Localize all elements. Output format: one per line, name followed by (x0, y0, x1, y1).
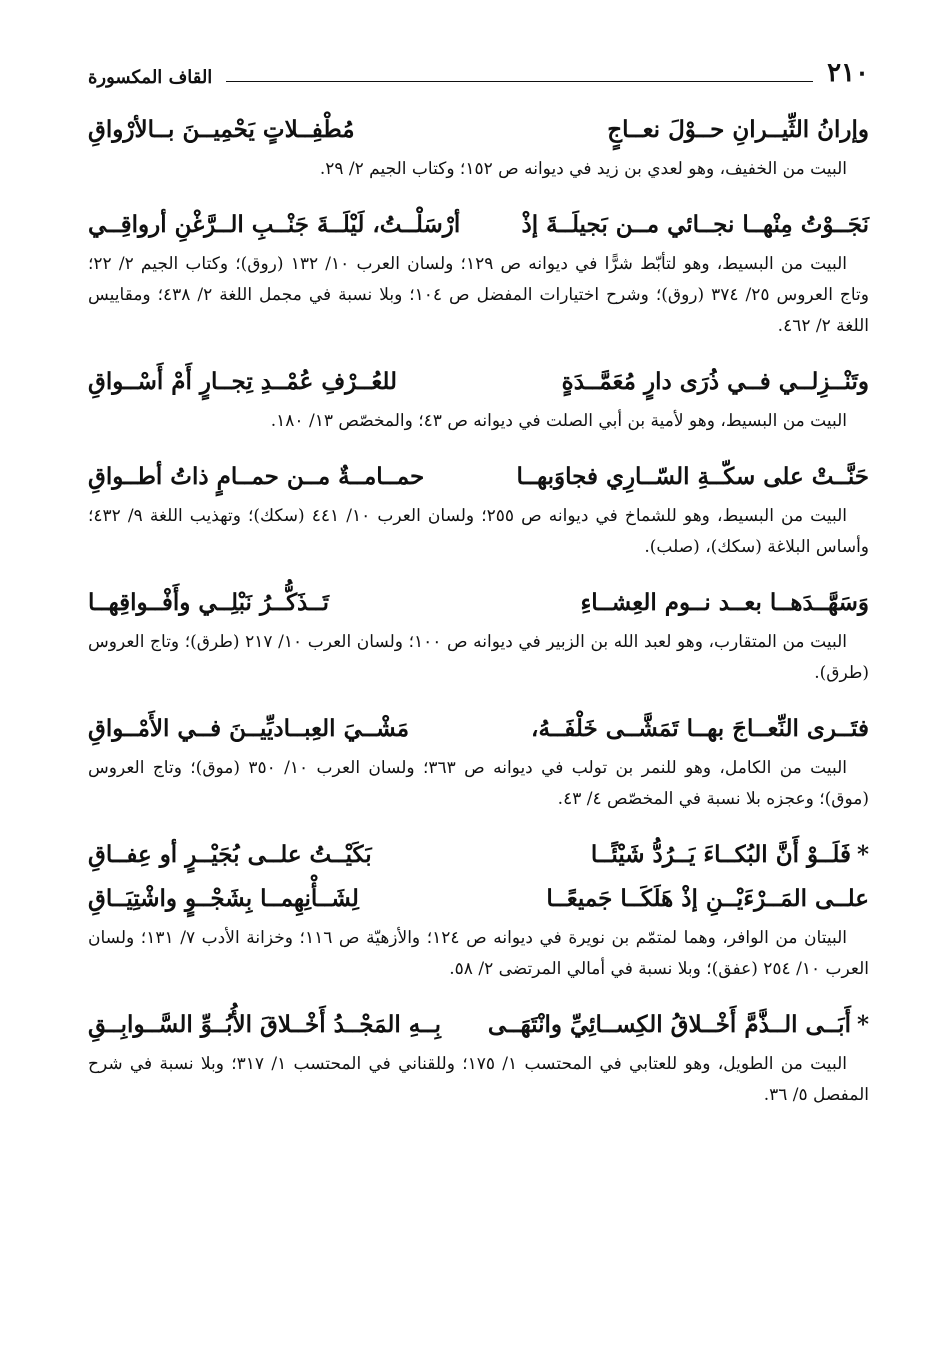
first-hemistich (517, 455, 870, 499)
asterisk-marker: * (856, 1011, 869, 1038)
first-hemistich (562, 360, 869, 404)
second-hemistich: أرْسَلْــتُ، لَيْلَــةَ جَنْــبِ الــرَّغْنِ أرواقِــي (88, 211, 461, 238)
first-hemistich-text: علــى المَــرْءَيْــنِ إذْ هَلَكَــا جَميعًــا (546, 885, 869, 912)
verse-entry (88, 581, 869, 689)
second-hemistich: بَكَيْــتُ علــى بُجَيْــرٍ أو عِفــاقِ (88, 841, 372, 868)
second-hemistich: للعُــرْفِ عُمْــدِ تِجــارٍ أَمْ أَسْــواقِ (88, 368, 398, 395)
first-hemistich-text: وَسَهَّــدَهــا بعــد نــوم العِشــاءِ (580, 589, 869, 616)
source-note: البيت من البسيط، وهو لأمية بن أبي الصلت في ديوانه ص ٤٣؛ والمخصّص ١٣/ ١٨٠. (270, 411, 847, 431)
second-hemistich: تَــذَكُّــرُ نَبْلِــي وأَفْــواقِهــا (88, 589, 330, 616)
source-note: البيت من البسيط، وهو لتأبّط شرًّا في ديوانه ص ١٢٩؛ ولسان العرب ١٠/ ١٣٢ (روق)؛ وكتاب الجيم ٢/ ٢٢؛ وتاج العروس ٢٥/ ٣٧٤ (روق)؛ وشرح اختيارات المفضل ص ١٠٤؛ وبلا نسبة في مجمل اللغة ٢/ ٤٣٨؛ ومقاييس اللغة ٢/ ٤٦٢. (88, 254, 869, 336)
page-header (88, 58, 869, 88)
verse-line (88, 877, 869, 921)
first-hemistich (488, 1003, 869, 1047)
verse-entry (88, 1003, 869, 1111)
first-hemistich (607, 108, 869, 152)
source-note: البيت من البسيط، وهو للشماخ في ديوانه ص ٢٥٥؛ ولسان العرب ١٠/ ٤٤١ (سكك)؛ وتهذيب اللغة ٩/ ٤٣٢؛ وأساس البلاغة (سكك)، (صلب). (88, 506, 869, 557)
first-hemistich-text: فَلَــوْ أَنَّ البُكــاءَ يَــرُدُّ شَيْئًــا (590, 841, 851, 868)
first-hemistich (591, 833, 869, 877)
first-hemistich-text: حَنَّــتْ على سكّــةِ السّــارِي فجاوَبهــا (516, 463, 869, 490)
verse-entry (88, 108, 869, 185)
verse-line (88, 455, 869, 499)
source-note: البيت من المتقارب، وهو لعبد الله بن الزبير في ديوانه ص ١٠٠؛ ولسان العرب ١٠/ ٢١٧ (طرق)؛ وتاج العروس (طرق). (88, 632, 869, 683)
second-hemistich: لِشَــأْنِهِمــا بِشَجْــوٍ واشْتِيَــاقِ (88, 885, 359, 912)
first-hemistich (522, 203, 870, 247)
verse-line (88, 203, 869, 247)
entries-list (88, 108, 869, 1111)
first-hemistich (546, 877, 869, 921)
verse-line (88, 833, 869, 877)
verse-entry (88, 707, 869, 815)
header-rule (226, 81, 813, 82)
verse-entry (88, 833, 869, 985)
second-hemistich: حمــامــةٌ مــن حمــامٍ ذاتُ أطــواقِ (88, 463, 425, 490)
verse-entry (88, 455, 869, 563)
asterisk-marker: * (856, 841, 869, 868)
verse-line (88, 707, 869, 751)
first-hemistich-text: نَجَــوْتُ مِنْهــا نجــائي مــن بَجيلَــةَ إذْ (521, 211, 869, 238)
first-hemistich-text: وتَنْــزِلــي فــي ذُرَى دارٍ مُعَمَّــدَةٍ (561, 368, 869, 395)
verse-entry (88, 203, 869, 342)
page-number: ٢١٠ (827, 58, 869, 88)
source-note: البيت من الكامل، وهو للنمر بن تولب في ديوانه ص ٣٦٣؛ ولسان العرب ١٠/ ٣٥٠ (موق)؛ وتاج العروس (موق)؛ وعجزه بلا نسبة في المخصّص ٤/ ٤٣. (88, 758, 869, 809)
first-hemistich-text: وإرانُ الثِّيــرانِ حــوْلَ نعــاجٍ (607, 116, 869, 143)
first-hemistich-text: أَبَــى الــذَّمَّ أَخْــلاقُ الكِســائِيِّ وانْتَهَــى (487, 1011, 851, 1038)
first-hemistich (580, 581, 869, 625)
first-hemistich (531, 707, 869, 751)
verse-entry (88, 360, 869, 437)
second-hemistich: مُطْفِــلاتٍ يَحْمِيــنَ بــالأرْواقِ (88, 116, 355, 143)
source-note: البيت من الطويل، وهو للعتابي في المحتسب ١/ ١٧٥؛ وللقناني في المحتسب ١/ ٣١٧؛ وبلا نسبة في شرح المفصل ٥/ ٣٦. (88, 1054, 869, 1105)
verse-line (88, 581, 869, 625)
first-hemistich-text: فتَــرى النِّعــاجَ بهــا تَمَشَّــى خَلْفَــهُ، (531, 715, 869, 742)
verse-line (88, 1003, 869, 1047)
verse-line (88, 360, 869, 404)
source-note: البيتان من الوافر، وهما لمتمّم بن نويرة في ديوانه ص ١٢٤؛ والأزهيّة ص ١١٦؛ وخزانة الأدب ٧/ ١٣١؛ ولسان العرب ١٠/ ٢٥٤ (عفق)؛ وبلا نسبة في أمالي المرتضى ٢/ ٥٨. (88, 928, 869, 979)
verse-line (88, 108, 869, 152)
second-hemistich: مَشْــيَ العِبــاديِّيــنَ فــي الأَمْــواقِ (88, 715, 410, 742)
source-note: البيت من الخفيف، وهو لعدي بن زيد في ديوانه ص ١٥٢؛ وكتاب الجيم ٢/ ٢٩. (319, 159, 847, 179)
running-title: القاف المكسورة (88, 67, 213, 88)
second-hemistich: بِــهِ المَجْــدُ أَخْــلاقَ الأُبُــوِّ السَّــوابِــقِ (88, 1011, 441, 1038)
